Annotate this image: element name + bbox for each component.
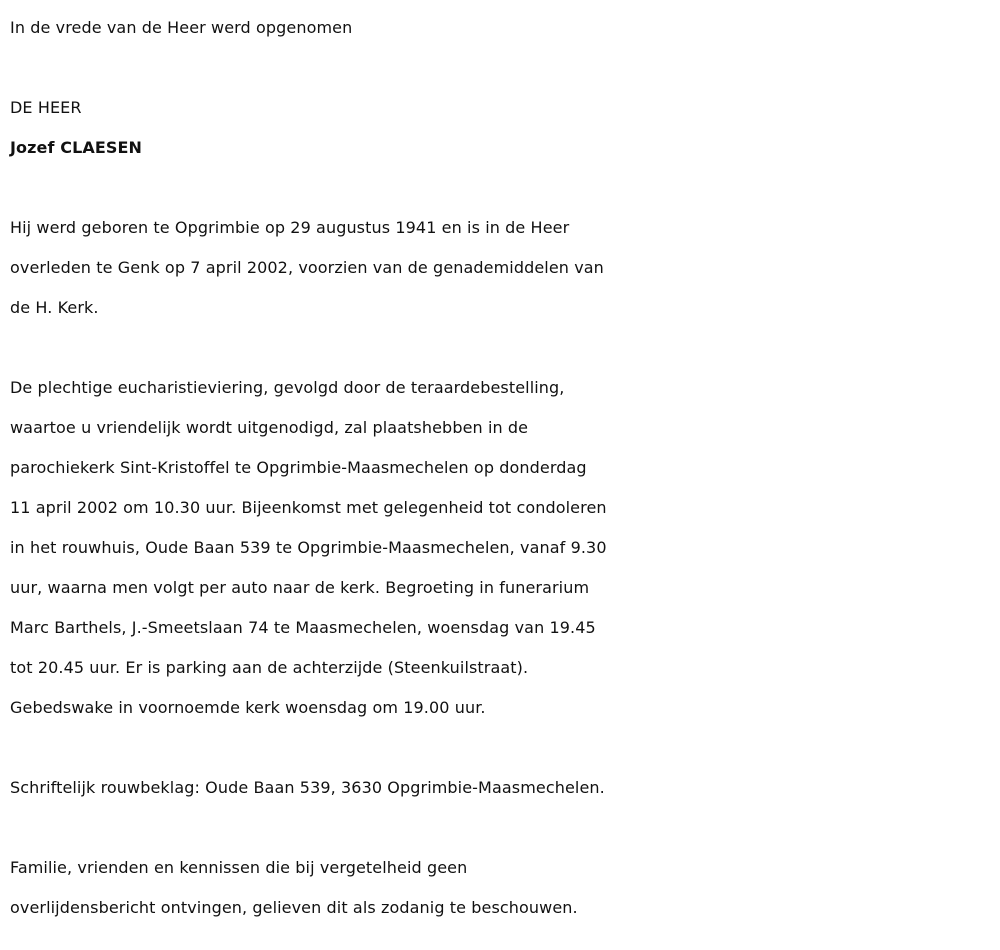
- paragraph-line: Marc Barthels, J.-Smeetslaan 74 te Maasmechelen, woensdag van 19.45: [10, 618, 596, 637]
- paragraph-line: de H. Kerk.: [10, 298, 99, 317]
- spacer: [10, 48, 988, 88]
- spacer: [10, 728, 988, 768]
- paragraph-line: uur, waarna men volgt per auto naar de kerk. Begroeting in funerarium: [10, 578, 590, 597]
- salutation: DE HEER: [10, 98, 82, 117]
- condolence-paragraph: [10, 768, 988, 808]
- deceased-name: Jozef CLAESEN: [10, 138, 143, 157]
- paragraph-line: tot 20.45 uur. Er is parking aan de achterzijde (Steenkuilstraat).: [10, 658, 529, 677]
- spacer: [10, 168, 988, 208]
- paragraph-line: Schriftelijk rouwbeklag: Oude Baan 539, 3630 Opgrimbie-Maasmechelen.: [10, 778, 605, 797]
- paragraph-line: in het rouwhuis, Oude Baan 539 te Opgrimbie-Maasmechelen, vanaf 9.30: [10, 538, 607, 557]
- service-paragraph: [10, 368, 988, 728]
- paragraph-line: Gebedswake in voornoemde kerk woensdag om 19.00 uur.: [10, 698, 486, 717]
- paragraph-line: Familie, vrienden en kennissen die bij vergetelheid geen: [10, 858, 468, 877]
- paragraph-line: overlijdensbericht ontvingen, gelieven dit als zodanig te beschouwen.: [10, 898, 578, 917]
- paragraph-line: overleden te Genk op 7 april 2002, voorzien van de genademiddelen van: [10, 258, 604, 277]
- family-paragraph: [10, 848, 988, 928]
- birth-paragraph: [10, 208, 988, 328]
- paragraph-line: Hij werd geboren te Opgrimbie op 29 augustus 1941 en is in de Heer: [10, 218, 570, 237]
- paragraph-line: De plechtige eucharistieviering, gevolgd door de teraardebestelling,: [10, 378, 565, 397]
- paragraph-line: waartoe u vriendelijk wordt uitgenodigd, zal plaatshebben in de: [10, 418, 529, 437]
- spacer: [10, 808, 988, 848]
- paragraph-line: parochiekerk Sint-Kristoffel te Opgrimbie-Maasmechelen op donderdag: [10, 458, 587, 477]
- spacer: [10, 328, 988, 368]
- intro-text: In de vrede van de Heer werd opgenomen: [10, 18, 353, 37]
- paragraph-line: 11 april 2002 om 10.30 uur. Bijeenkomst met gelegenheid tot condoleren: [10, 498, 607, 517]
